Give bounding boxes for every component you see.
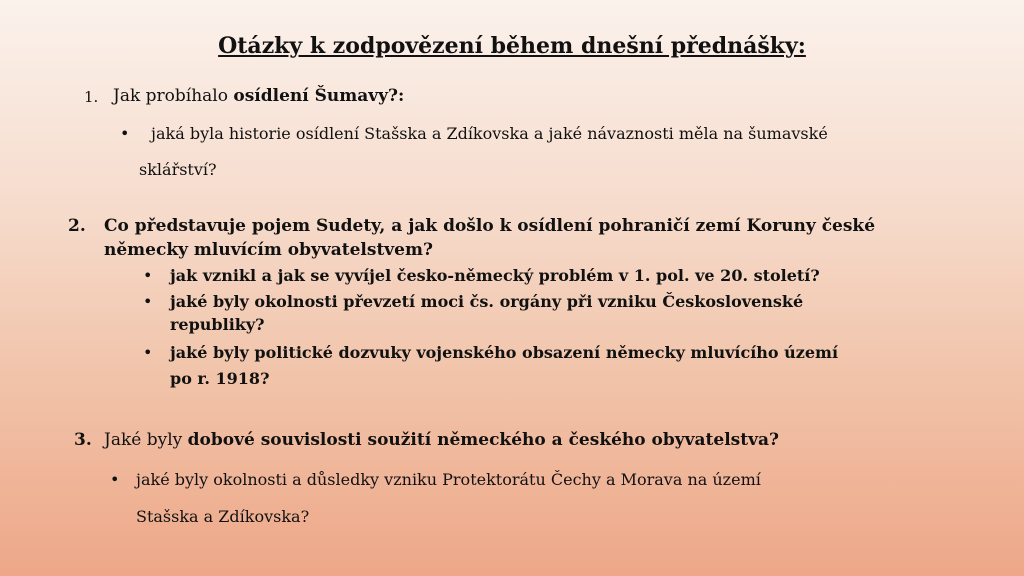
slide-title: Otázky k zodpovězení během dnešní přednášky: [218, 33, 806, 59]
question-3-bullet-1-line-1: jaké byly okolnosti a důsledky vzniku Protektorátu Čechy a Morava na území [136, 470, 761, 489]
bullet-icon: • [110, 470, 120, 489]
bullet-icon: • [143, 343, 153, 362]
bullet-icon: • [143, 292, 153, 311]
question-3-prefix: Jaké byly [104, 430, 188, 450]
question-3-bold: dobové souvislosti soužití německého a českého obyvatelstva? [187, 430, 779, 450]
question-1-bullet-1-line-1: jaká byla historie osídlení Stašska a Zdíkovska a jaké návaznosti měla na šumavské [151, 124, 828, 143]
question-2-number: 2. [68, 216, 86, 236]
question-2-line-2: německy mluvícím obyvatelstvem? [104, 240, 433, 260]
question-3-bullet-1-line-2: Stašska a Zdíkovska? [136, 507, 310, 526]
bullet-icon: • [143, 266, 153, 285]
question-2-bullet-2-line-1: jaké byly okolnosti převzetí moci čs. orgány při vzniku Československé [170, 292, 804, 311]
question-1 [113, 86, 404, 106]
question-2-bullet-1-line-1: jak vznikl a jak se vyvíjel česko-německý problém v 1. pol. ve 20. století? [170, 266, 820, 285]
question-2-line-1: Co představuje pojem Sudety, a jak došlo k osídlení pohraničí zemí Koruny české [104, 216, 876, 236]
bullet-icon: • [120, 124, 130, 143]
question-1-bold: osídlení Šumavy?: [233, 86, 405, 106]
question-3 [104, 430, 779, 450]
question-2-bullet-3-line-2: po r. 1918? [170, 369, 270, 388]
question-2-bullet-3-line-1: jaké byly politické dozvuky vojenského obsazení německy mluvícího území [170, 343, 839, 362]
question-2-bullet-2-line-2: republiky? [170, 315, 265, 334]
question-1-prefix: Jak probíhalo [113, 86, 234, 106]
question-1-number: 1. [84, 88, 99, 106]
question-1-bullet-1-line-2: sklářství? [139, 160, 217, 179]
question-3-number: 3. [74, 430, 92, 450]
